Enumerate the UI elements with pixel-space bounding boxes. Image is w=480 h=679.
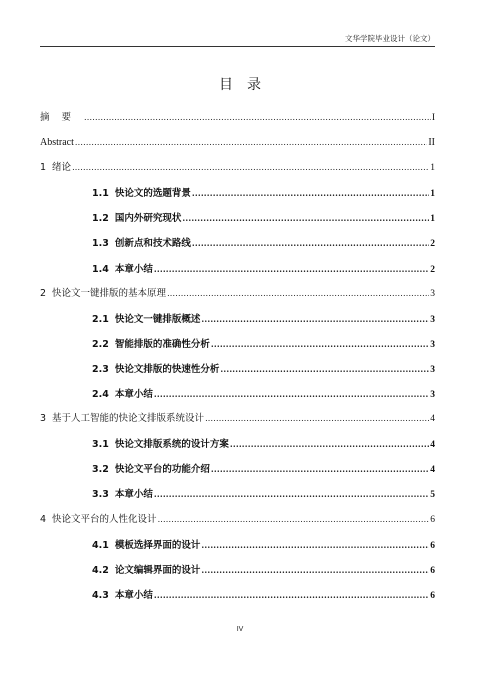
toc-entry-number: 2.3 <box>92 363 109 375</box>
toc-entry-label: 智能排版的准确性分析 <box>114 338 210 350</box>
toc-entry-number: 2 <box>40 287 47 299</box>
toc-entry[interactable] <box>40 162 435 187</box>
toc-entry-number: 1.3 <box>92 238 109 250</box>
toc-entry[interactable] <box>40 187 435 212</box>
toc-entry-number: 1.4 <box>92 263 109 275</box>
toc-leader-dots <box>167 288 429 300</box>
toc-entry[interactable] <box>40 413 435 438</box>
toc-entry[interactable] <box>40 539 435 564</box>
toc-entry-label: 论文编辑界面的设计 <box>114 564 201 576</box>
toc-entry-label: 模板选择界面的设计 <box>114 539 201 551</box>
toc-entry-page: 3 <box>430 339 435 350</box>
toc-entry-page: 5 <box>430 490 435 501</box>
toc-leader-dots <box>211 338 429 350</box>
toc-leader-dots <box>201 313 429 325</box>
toc-entry-label: 国内外研究现状 <box>114 213 182 225</box>
toc-entry-page: 6 <box>430 514 435 525</box>
toc-leader-dots <box>220 363 429 375</box>
toc-entry[interactable] <box>40 212 435 237</box>
toc-leader-dots <box>192 187 429 199</box>
page-number: IV <box>236 626 244 633</box>
toc-entry-number: 3 <box>40 413 47 425</box>
toc-entry-number: 4.1 <box>92 539 109 551</box>
page-header <box>40 34 435 47</box>
toc-entry[interactable] <box>40 338 435 363</box>
toc-entry-number: 2.4 <box>92 389 109 401</box>
toc-leader-dots <box>182 212 429 224</box>
toc-entry-number: 1 <box>40 162 47 174</box>
toc-entry[interactable] <box>40 363 435 388</box>
toc-entry-page: 4 <box>430 465 435 476</box>
header-text: 文华学院毕业设计（论文） <box>345 34 435 43</box>
toc-entry-number: 1.2 <box>92 213 109 225</box>
toc-entry[interactable] <box>40 237 435 262</box>
toc-entry-label: 摘要 <box>40 112 84 123</box>
toc-leader-dots <box>72 162 429 174</box>
toc-entry-label: 本章小结 <box>114 389 153 401</box>
toc-entry-number: 2.2 <box>92 338 109 350</box>
toc-entry-label: 快论文排版的快速性分析 <box>114 363 220 375</box>
toc-entry-label: 本章小结 <box>114 489 153 501</box>
toc-title: 目录 <box>219 77 275 93</box>
toc-entry-page: 2 <box>430 264 435 275</box>
toc-entry[interactable] <box>40 288 435 313</box>
toc-leader-dots <box>205 413 429 425</box>
toc-entry-label: 快论文一键排版概述 <box>114 313 201 325</box>
toc-entry-page: 6 <box>430 540 435 551</box>
toc-entry[interactable] <box>40 388 435 413</box>
toc-entry-number: 4 <box>40 513 47 525</box>
toc-entry-page: 6 <box>430 565 435 576</box>
toc-entry-number: 4.3 <box>92 589 109 601</box>
toc-entry-label: 本章小结 <box>114 589 153 601</box>
toc-entry-page: 1 <box>430 189 435 200</box>
toc-entry-page: 3 <box>430 288 435 299</box>
toc-leader-dots <box>75 137 427 149</box>
toc-entry-page: 2 <box>430 239 435 250</box>
toc-leader-dots <box>154 488 429 500</box>
toc-entry-label: 基于人工智能的快论文排版系统设计 <box>52 413 205 425</box>
toc-entry-number: 3.2 <box>92 464 109 476</box>
toc-entry-number: 1.1 <box>92 188 109 200</box>
toc-entry-page: I <box>431 113 435 123</box>
toc-entry-page: 4 <box>430 414 435 425</box>
toc-entry-page: 6 <box>430 590 435 601</box>
toc-entry-label: Abstract <box>40 137 74 149</box>
toc-leader-dots <box>211 463 429 475</box>
toc-entry[interactable] <box>40 589 435 614</box>
toc-entry-page: 3 <box>430 364 435 375</box>
toc-leader-dots <box>192 237 429 249</box>
toc-entry-label: 创新点和技术路线 <box>114 238 191 250</box>
toc-entry[interactable] <box>40 438 435 463</box>
toc-entry[interactable] <box>40 463 435 488</box>
toc-entry[interactable] <box>40 564 435 589</box>
toc-leader-dots <box>154 589 429 601</box>
toc-entry-page: 1 <box>430 214 435 225</box>
toc-entry-number: 3.3 <box>92 489 109 501</box>
toc-entry-number: 3.1 <box>92 439 109 451</box>
toc-entry-page: 3 <box>430 390 435 401</box>
toc-leader-dots <box>154 388 429 400</box>
toc-leader-dots <box>154 263 429 275</box>
toc-entry-page: 4 <box>430 440 435 451</box>
toc-entry[interactable] <box>40 488 435 513</box>
toc-leader-dots <box>230 438 429 450</box>
toc-entry[interactable] <box>40 313 435 338</box>
toc-entry-page: 1 <box>430 163 435 174</box>
toc-leader-dots <box>84 112 431 124</box>
toc-entry-label: 本章小结 <box>114 263 153 275</box>
toc-entry-label: 绪论 <box>52 162 72 174</box>
toc-entry-label: 快论文排版系统的设计方案 <box>114 439 229 451</box>
toc-entry-page: 3 <box>430 314 435 325</box>
toc-entry-page: II <box>428 137 435 149</box>
toc-entry-label: 快论文的选题背景 <box>114 188 191 200</box>
toc-entry-number: 2.1 <box>92 313 109 325</box>
toc-entry[interactable] <box>40 112 435 137</box>
toc-entry-label: 快论文平台的功能介绍 <box>114 464 210 476</box>
toc-entry[interactable] <box>40 514 435 539</box>
toc-entry[interactable] <box>40 263 435 288</box>
table-of-contents <box>40 112 435 614</box>
toc-entry[interactable] <box>40 137 435 162</box>
toc-entry-label: 快论文一键排版的基本原理 <box>52 287 167 299</box>
toc-leader-dots <box>201 539 429 551</box>
toc-entry-label: 快论文平台的人性化设计 <box>52 513 157 525</box>
toc-leader-dots <box>201 564 429 576</box>
toc-leader-dots <box>158 514 430 526</box>
toc-entry-number: 4.2 <box>92 564 109 576</box>
